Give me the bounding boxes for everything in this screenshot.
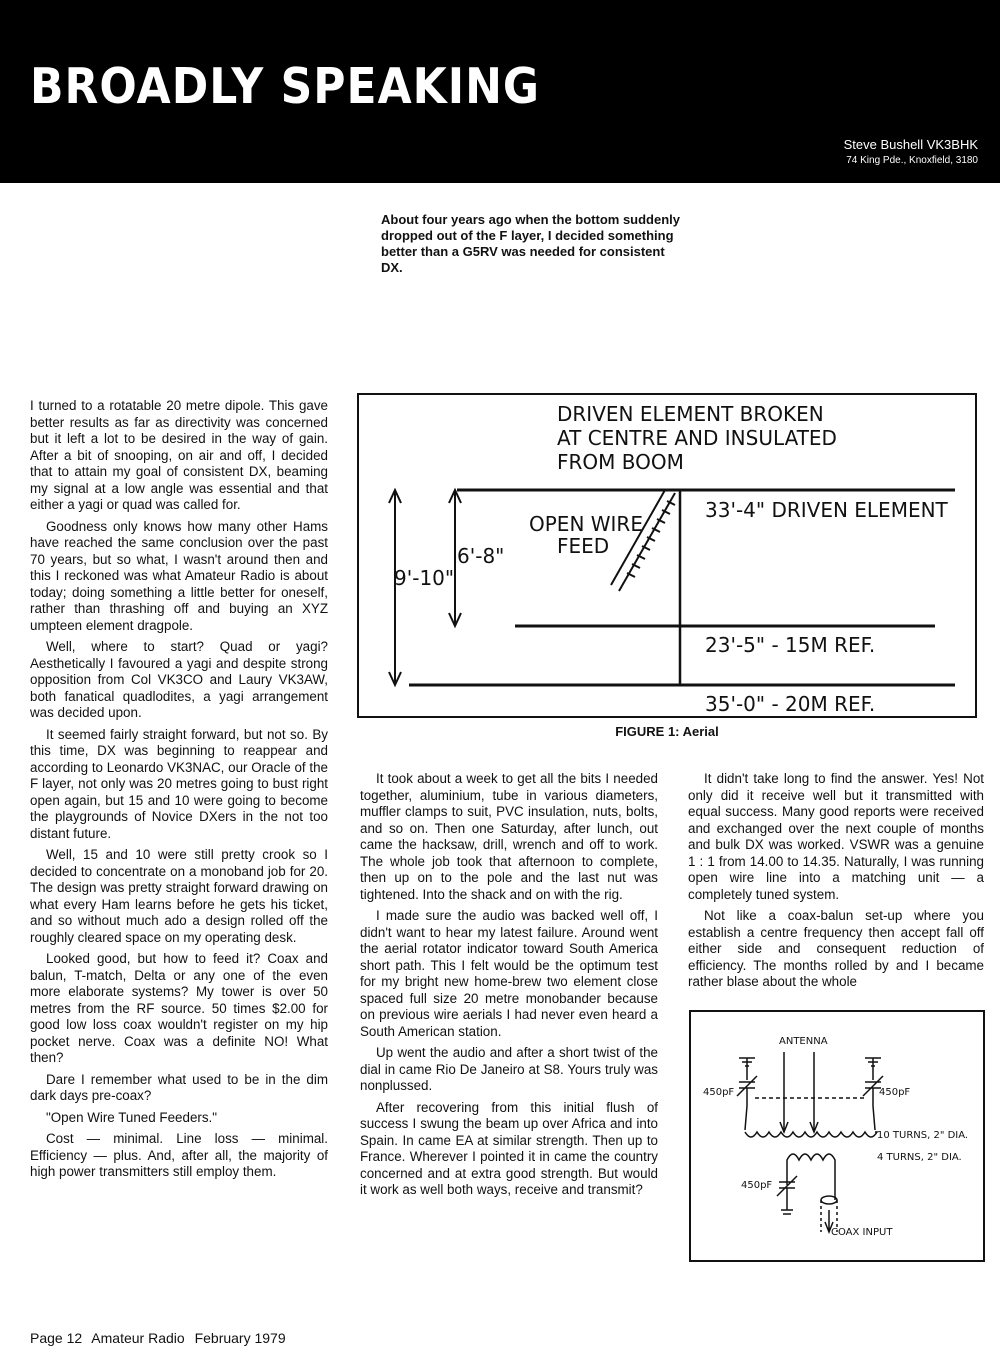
paragraph: Well, where to start? Quad or yagi? Aesthetically I favoured a yagi and despite strong opposition from Col VK3CO and Laury VK3AW, both fanatical quadlodites, a yagi arrangement was decided upon. — [30, 639, 328, 720]
column-3 — [688, 771, 984, 996]
ref15-label: 23'-5" - 15M REF. — [705, 633, 876, 657]
paragraph: It seemed fairly straight forward, but not so. By this time, DX was beginning to reappear and according to Leonardo VK3NAC, our Oracle of the F layer, not only was 20 metres going to bust right open again, but 15 and 10 were going to become the playgrounds of Novice DXers in the not too distant future. — [30, 726, 328, 841]
byline — [844, 137, 978, 169]
author-name: Steve Bushell VK3BHK — [843, 137, 978, 152]
paragraph: It didn't take long to find the answer. Yes! Not only did it receive well but it transmitted with equal success. Many good reports were received and exchanged over the next couple of months and bulk DX was worked. VSWR was a genuine 1 : 1 from 14.00 to 14.35. Naturally, I was running open wire line into a matching unit — a completely tuned system. — [688, 771, 984, 902]
paragraph: "Open Wire Tuned Feeders." — [46, 1109, 218, 1125]
link-coil-icon — [787, 1154, 835, 1200]
ref20-label: 35'-0" - 20M REF. — [705, 692, 876, 716]
magazine-name: Amateur Radio — [91, 1330, 185, 1346]
figure-note-line3: FROM BOOM — [557, 450, 684, 474]
variable-capacitor-icon — [777, 1176, 797, 1214]
column-2 — [360, 771, 658, 1204]
driven-element-label: 33'-4" DRIVEN ELEMENT — [705, 498, 948, 522]
paragraph: Well, 15 and 10 were still pretty crook so I decided to concentrate on a monoband job for 20. The design was pretty straight forward drawing on what every Ham learns before he gets his ticket, and so without much ado a design rolled off the roughly cleared space on my operating desk. — [30, 847, 328, 945]
paragraph: I turned to a rotatable 20 metre dipole. This gave better results as far as directivity was concerned but it left a lot to be desired in the way of gain. After a bit of snooping, on air and off, I decided that to attain my goal of consistent DX, beaming my signal at a low angle was essential and that either a yagi or quad was called for. — [30, 398, 328, 512]
paragraph: It took about a week to get all the bits I needed together, aluminium, tube in various diameters, muffler clamps to suit, PVC insulation, nuts, bolts, and so on. Then one Saturday, after lunch, out came the hacksaw, drill, wrench and off to work. The whole job took that afternoon to complete, then up on to the pole and the last nut was tightened. Into the shack and on with the rig. — [360, 771, 658, 902]
aerial-figure — [357, 393, 977, 718]
page-number: Page 12 — [30, 1330, 83, 1346]
turns4-label: 4 TURNS, 2" DIA. — [877, 1152, 962, 1163]
variable-capacitor-icon — [863, 1076, 883, 1130]
ground-icon — [739, 1058, 755, 1080]
figure-1-caption: FIGURE 1: Aerial — [615, 724, 719, 739]
intro-paragraph: About four years ago when the bottom suddenly dropped out of the F layer, I decided something better than a G5RV was needed for consistent DX. — [381, 212, 681, 275]
paragraph: Cost — minimal. Line loss — minimal. Efficiency — plus. And, after all, the majority of high power transmitters still employ them. — [30, 1131, 328, 1179]
cap-bottom-label: 450pF — [741, 1180, 773, 1191]
page-footer — [30, 1330, 292, 1346]
antenna-label: ANTENNA — [779, 1036, 828, 1047]
paragraph: Goodness only knows how many other Hams have reached the same conclusion over the past 70 years, but so what, I wasn't around then and this I reckoned was what Amateur Radio is about today; doing something a little better for oneself, rather than thrashing off and buying an XYZ umpteen element dragpole. — [30, 518, 328, 633]
coax-label: COAX INPUT — [831, 1227, 893, 1238]
cap-left-label: 450pF — [703, 1087, 735, 1098]
cap-right-label: 450pF — [879, 1087, 911, 1098]
dim-outer-label: 9'-10" — [394, 566, 455, 590]
author-address: 74 King Pde., Knoxfield, 3180 — [846, 155, 978, 166]
dim-inner-label: 6'-8" — [457, 544, 505, 568]
paragraph: I made sure the audio was backed well off, I didn't want to hear my latest failure. Around went the aerial rotator indicator toward South America short path. This I felt would be the optimum test for my bright new home-brew two element close spaced full size 20 metre monobander because on previous wire aerials I had never even heard a South American station. — [360, 908, 658, 1039]
turns10-label: 10 TURNS, 2" DIA. — [877, 1130, 969, 1141]
variable-capacitor-icon — [737, 1076, 757, 1130]
column-1 — [30, 398, 328, 1186]
figure-note-line1: DRIVEN ELEMENT BROKEN — [557, 402, 824, 426]
paragraph: Not like a coax-balun set-up where you establish a centre frequency then accept fall off either side and consequent reduction of efficiency. The months rolled by and I became rather blase about the whole — [688, 908, 984, 989]
figure-note-line2: AT CENTRE AND INSULATED — [557, 426, 837, 450]
paragraph: After recovering from this initial flush of success I swung the beam up over Africa and into Spain. In came EA at similar strength. Then up to France. Wherever I pointed it in came the country concerned and at extra good strength. But would it work as well both ways, receive and transmit? — [360, 1099, 658, 1197]
paragraph: Dare I remember what used to be in the dim dark days pre-coax? — [30, 1071, 328, 1103]
matching-unit-schematic — [689, 1010, 985, 1262]
feed-label-2: FEED — [557, 534, 610, 558]
paragraph: Up went the audio and after a short twist of the dial in came Rio De Janeiro at S8. Yours truly was nonplussed. — [360, 1045, 658, 1093]
article-title: BROADLY SPEAKING — [30, 58, 541, 116]
ground-icon — [865, 1058, 881, 1080]
main-coil-icon — [745, 1132, 877, 1137]
feed-label-1: OPEN WIRE — [529, 512, 643, 536]
issue-date: February 1979 — [194, 1330, 286, 1346]
title-banner — [0, 0, 1000, 183]
open-wire-feed-icon — [611, 490, 675, 591]
paragraph: Looked good, but how to feed it? Coax and balun, T-match, Delta or any one of the even more elaborate systems? My tower is over 50 metres from the RF source. 50 times $2.00 for good low loss coax wouldn't register on my hip pocket nerve. Coax was a definite NO! What then? — [30, 951, 328, 1065]
